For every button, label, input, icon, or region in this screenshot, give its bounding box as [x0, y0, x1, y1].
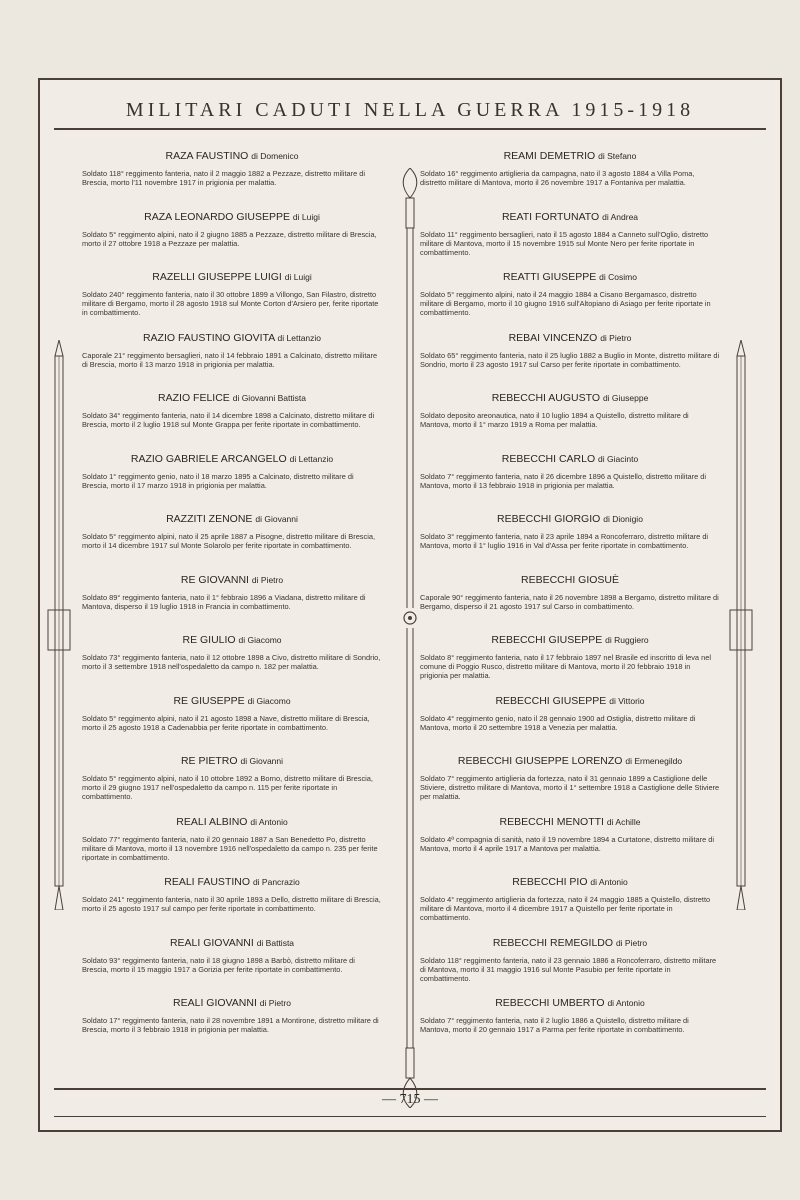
- father-name: di Giovanni: [240, 756, 284, 766]
- death-record-entry: [420, 634, 720, 695]
- death-record-entry: [82, 332, 382, 393]
- soldier-surname-given: RAZZITI ZENONE: [166, 513, 253, 525]
- soldier-name: [420, 513, 720, 525]
- page-title: MILITARI CADUTI NELLA GUERRA 1915-1918: [125, 98, 695, 121]
- death-record-entry: [82, 997, 382, 1058]
- father-name: di Stefano: [598, 151, 637, 161]
- father-name: di Ermenegildo: [625, 756, 683, 766]
- death-record-entry: [420, 211, 720, 272]
- soldier-name: [82, 876, 382, 888]
- soldier-surname-given: REALI GIOVANNI: [173, 997, 257, 1009]
- service-record-text: Soldato 3° reggimento fanteria, nato il 23 aprile 1894 a Roncoferraro, distretto militare di Mantova, morto il 1° luglio 1916 in Val d'Assa per ferite riportate in combattimento.: [420, 532, 709, 551]
- service-record-text: Soldato 16° reggimento artiglieria da campagna, nato il 3 agosto 1884 a Villa Poma, distretto militare di Mantova, morto il 26 novembre 1917 a Fontaniva per malattia.: [420, 169, 695, 188]
- soldier-name: [420, 695, 720, 707]
- death-record-entry: [82, 211, 382, 272]
- soldier-name: [420, 816, 720, 828]
- service-record-text: Soldato 7° reggimento fanteria, nato il 2 luglio 1886 a Quistello, distretto militare di Mantova, morto il 20 gennaio 1917 a Parma per ferite riportate in combattimento.: [420, 1016, 689, 1035]
- death-record-entry: [82, 574, 382, 635]
- soldier-surname-given: REBECCHI UMBERTO: [495, 997, 605, 1009]
- father-name: di Pietro: [251, 574, 284, 585]
- soldier-surname-given: RAZA FAUSTINO: [165, 150, 249, 162]
- soldier-name: [420, 271, 720, 283]
- service-record-text: Soldato 4° reggimento genio, nato il 28 gennaio 1900 ad Ostiglia, distretto militare di Mantova, morto il 20 settembre 1918 a Venezia per malattia.: [420, 713, 696, 732]
- father-name: di Pietro: [259, 998, 291, 1008]
- death-record-entry: [82, 513, 382, 574]
- soldier-surname-given: REBECCHI PIO: [512, 876, 588, 888]
- father-name: di Pancrazio: [252, 877, 300, 887]
- death-record-entry: [420, 453, 720, 514]
- death-record-entry: [420, 695, 720, 756]
- father-name: di Antonio: [607, 998, 645, 1008]
- death-record-entry: [82, 150, 382, 211]
- soldier-surname-given: RAZIO FAUSTINO GIOVITA: [142, 331, 275, 344]
- service-record-text: Soldato 4ª compagnia di sanità, nato il 19 novembre 1894 a Curtatone, distretto militare di Mantova, morto il 4 aprile 1917 a Mantova per malattia.: [420, 834, 715, 853]
- service-record-text: Soldato 240° reggimento fanteria, nato il 30 ottobre 1899 a Villongo, San Filastro, distretto militare di Bergamo, morto il 28 agosto 1918 sul Monte Corton d'Arsiero per, ferite riportate in combattimento.: [82, 290, 379, 318]
- father-name: di Pietro: [615, 937, 648, 948]
- soldier-surname-given: REBECCHI GIUSEPPE LORENZO: [457, 755, 623, 767]
- death-record-entry: [420, 755, 720, 816]
- death-record-entry: [82, 816, 382, 877]
- soldier-name: [82, 574, 382, 586]
- fasces-ornament-right: [726, 340, 756, 910]
- soldier-surname-given: RAZIO FELICE: [158, 392, 230, 404]
- soldier-name: [420, 150, 720, 162]
- service-record-text: Soldato 93° reggimento fanteria, nato il 18 giugno 1898 a Barbò, distretto militare di Brescia, morto il 15 maggio 1917 a Gorizia per ferite riportate in combattimento.: [82, 955, 355, 974]
- service-record-text: Caporale 21° reggimento bersaglieri, nato il 14 febbraio 1891 a Calcinato, distretto militare di Brescia, morto il 13 marzo 1918 in prigionia per malattia.: [82, 350, 378, 369]
- service-record-text: Soldato 73° reggimento fanteria, nato il 12 ottobre 1898 a Civo, distretto militare di Sondrio, morto il 3 settembre 1918 nell'ospedaletto da campo n. 182 per malattia.: [82, 653, 381, 672]
- service-record-text: Soldato 89° reggimento fanteria, nato il 1° febbraio 1896 a Viadana, distretto militare di Mantova, disperso il 19 luglio 1918 in Francia in combattimento.: [82, 592, 366, 611]
- soldier-name: [420, 937, 720, 949]
- soldier-name: [82, 271, 382, 283]
- father-name: di Cosimo: [599, 272, 637, 282]
- service-record-text: Soldato 5° reggimento alpini, nato il 25 aprile 1887 a Pisogne, distretto militare di Brescia, morto il 14 dicembre 1917 sul Monte Solarolo per ferite riportate in combattimento.: [82, 532, 375, 551]
- service-record-text: Soldato 7° reggimento artiglieria da fortezza, nato il 31 gennaio 1899 a Castiglione delle Stiviere, distretto militare di Mantova, morto il 1° settembre 1918 a Castiglione delle Stiviere per malattia.: [420, 774, 720, 802]
- service-record-text: Soldato 1° reggimento genio, nato il 18 marzo 1895 a Calcinato, distretto militare di Brescia, morto il 17 marzo 1918 in prigionia per malattia.: [82, 471, 354, 490]
- father-name: di Giacinto: [598, 453, 639, 464]
- soldier-name: [420, 392, 720, 404]
- soldier-name: [82, 937, 382, 949]
- soldier-surname-given: REBECCHI CARLO: [501, 452, 596, 465]
- soldier-surname-given: REALI FAUSTINO: [164, 876, 251, 888]
- father-name: di Pietro: [600, 332, 632, 343]
- death-record-entry: [82, 755, 382, 816]
- soldier-name: [82, 392, 382, 404]
- soldier-surname-given: REBECCHI GIOSUÈ: [520, 573, 620, 586]
- soldier-name: [82, 513, 382, 525]
- soldier-surname-given: REATI FORTUNATO: [501, 210, 600, 223]
- right-column: [420, 150, 720, 1058]
- death-record-entry: [420, 816, 720, 877]
- soldier-surname-given: REBECCHI GIUSEPPE: [495, 694, 607, 707]
- death-record-entry: [420, 937, 720, 998]
- soldier-name: [420, 997, 720, 1009]
- soldier-surname-given: RE GIOVANNI: [180, 573, 249, 586]
- soldier-name: [82, 695, 382, 707]
- soldier-name: [82, 816, 382, 828]
- soldier-name: [420, 332, 720, 344]
- service-record-text: Soldato 241° reggimento fanteria, nato il 30 aprile 1893 a Dello, distretto militare di Brescia, morto il 25 agosto 1917 sul campo per ferite riportate in combattimento.: [82, 895, 381, 914]
- service-record-text: Soldato 4° reggimento artiglieria da fortezza, nato il 24 maggio 1885 a Quistello, distretto militare di Mantova, morto il 4 dicembre 1917 a Quistello per ferite riportate in combattimento.: [420, 895, 711, 923]
- soldier-name: [420, 634, 720, 646]
- page-number: — 715 —: [382, 1092, 438, 1107]
- soldier-name: [82, 150, 382, 162]
- soldier-name: [82, 453, 382, 465]
- soldier-surname-given: REALI GIOVANNI: [169, 936, 254, 949]
- soldier-surname-given: REALI ALBINO: [176, 815, 248, 828]
- soldier-surname-given: REBECCHI REMEGILDO: [492, 936, 614, 949]
- soldier-surname-given: REBECCHI MENOTTI: [499, 815, 604, 828]
- soldier-surname-given: RAZIO GABRIELE ARCANGELO: [130, 452, 287, 465]
- service-record-text: Soldato 17° reggimento fanteria, nato il 28 novembre 1891 a Montirone, distretto militare di Brescia, morto il 3 febbraio 1918 in prigionia per malattia.: [82, 1016, 379, 1035]
- death-record-entry: [82, 271, 382, 332]
- death-record-entry: [420, 574, 720, 635]
- death-record-entry: [420, 332, 720, 393]
- father-name: di Giacomo: [238, 635, 282, 645]
- father-name: di Domenico: [251, 151, 299, 161]
- death-record-entry: [420, 150, 720, 211]
- service-record-text: Soldato 5° reggimento alpini, nato il 21 agosto 1898 a Nave, distretto militare di Brescia, morto il 25 agosto 1918 a Cadenabbia per ferite riportate in combattimento.: [82, 713, 370, 732]
- soldier-name: [82, 634, 382, 646]
- footer-rule: [54, 1088, 766, 1090]
- father-name: di Giovanni: [255, 514, 298, 524]
- service-record-text: Soldato 7° reggimento fanteria, nato il 26 dicembre 1896 a Quistello, distretto militare di Mantova, morto il 13 febbraio 1918 in prigionia per malattia.: [420, 471, 707, 490]
- service-record-text: Soldato 118° reggimento fanteria, nato il 2 maggio 1882 a Pezzaze, distretto militare di Brescia, morto l'11 novembre 1917 in prigionia per malattia.: [82, 169, 366, 188]
- soldier-name: [420, 574, 720, 586]
- death-record-entry: [420, 271, 720, 332]
- soldier-surname-given: REAMI DEMETRIO: [503, 150, 596, 162]
- father-name: di Giovanni Battista: [232, 393, 306, 403]
- soldier-name: [82, 211, 382, 223]
- soldier-name: [82, 755, 382, 767]
- father-name: di Luigi: [284, 272, 312, 282]
- father-name: di Vittorio: [609, 695, 645, 706]
- service-record-text: Soldato 11° reggimento bersaglieri, nato il 15 agosto 1884 a Canneto sull'Oglio, distretto militare di Mantova, morto il 15 novembre 1915 sul Monte Nero per ferite riportate in combattimento.: [420, 229, 709, 257]
- father-name: di Antonio: [590, 877, 628, 887]
- death-record-entry: [82, 695, 382, 756]
- soldier-name: [420, 876, 720, 888]
- soldier-surname-given: REBECCHI AUGUSTO: [491, 392, 601, 404]
- soldier-surname-given: RE GIULIO: [182, 634, 236, 646]
- service-record-text: Soldato 8° reggimento fanteria, nato il 17 febbraio 1897 nel Brasile ed inscritto di leva nel comune di Poggio Rusco, distretto militare di Mantova, morto il 20 febbraio 1918 in prigionia per malattia.: [420, 653, 711, 681]
- soldier-surname-given: REBECCHI GIORGIO: [497, 513, 601, 525]
- death-record-entry: [420, 997, 720, 1058]
- service-record-text: Soldato 5° reggimento alpini, nato il 10 ottobre 1892 a Borno, distretto militare di Brescia, morto il 29 giugno 1917 nell'ospedaletto da campo n. 115 per ferite riportate in combattimento.: [82, 774, 373, 802]
- father-name: di Lettanzio: [277, 332, 322, 343]
- father-name: di Achille: [606, 816, 641, 827]
- soldier-name: [420, 453, 720, 465]
- service-record-text: Caporale 90° reggimento fanteria, nato il 26 novembre 1898 a Bergamo, distretto militare di Bergamo, disperso il 21 agosto 1917 sul Carso in combattimento.: [420, 592, 719, 611]
- service-record-text: Soldato 118° reggimento fanteria, nato il 23 gennaio 1886 a Roncoferraro, distretto militare di Mantova, morto il 31 maggio 1916 sul Monte Pasubio per ferite riportate in combattimento.: [420, 955, 717, 983]
- soldier-name: [420, 211, 720, 223]
- death-record-entry: [82, 392, 382, 453]
- service-record-text: Soldato 5° reggimento alpini, nato il 2 giugno 1885 a Pezzaze, distretto militare di Brescia, morto il 27 ottobre 1918 a Pezzaze per malattia.: [82, 229, 377, 248]
- soldier-surname-given: REBECCHI GIUSEPPE: [491, 634, 603, 646]
- death-record-entry: [420, 876, 720, 937]
- death-record-entry: [82, 876, 382, 937]
- soldier-surname-given: REATTI GIUSEPPE: [503, 271, 597, 283]
- service-record-text: Soldato 77° reggimento fanteria, nato il 20 gennaio 1887 a San Benedetto Po, distretto militare di Mantova, morto il 13 novembre 1916 nell'ospedaletto da campo n. 235 per ferite riportate in combattimento.: [82, 834, 378, 862]
- father-name: di Lettanzio: [289, 453, 334, 464]
- father-name: di Giuseppe: [602, 393, 649, 403]
- fasces-ornament-left: [44, 340, 74, 910]
- soldier-surname-given: REBAI VINCENZO: [508, 331, 598, 344]
- service-record-text: Soldato 5° reggimento alpini, nato il 24 maggio 1884 a Cisano Bergamasco, distretto militare di Bergamo, morto il 10 giugno 1916 sull'Altopiano di Asiago per ferite riportate in combattimento.: [420, 290, 711, 318]
- left-column: [82, 150, 382, 1058]
- soldier-name: [82, 332, 382, 344]
- service-record-text: Soldato 34° reggimento fanteria, nato il 14 dicembre 1898 a Calcinato, distretto militare di Brescia, morto il 2 luglio 1918 sul Monte Grappa per ferite riportate in combattimento.: [82, 411, 375, 430]
- father-name: di Battista: [256, 937, 295, 948]
- father-name: di Luigi: [292, 211, 320, 222]
- father-name: di Giacomo: [247, 695, 291, 706]
- page-frame: [38, 78, 782, 1132]
- death-record-entry: [420, 513, 720, 574]
- father-name: di Antonio: [250, 816, 288, 827]
- death-record-entry: [420, 392, 720, 453]
- death-record-entry: [82, 634, 382, 695]
- death-record-entry: [82, 453, 382, 514]
- soldier-surname-given: RAZA LEONARDO GIUSEPPE: [144, 210, 290, 223]
- soldier-surname-given: RAZELLI GIUSEPPE LUIGI: [152, 271, 282, 283]
- footer-rule-bottom: [54, 1116, 766, 1117]
- father-name: di Dionigio: [603, 514, 643, 524]
- soldier-name: [420, 755, 720, 767]
- soldier-name: [82, 997, 382, 1009]
- column-divider-ornament: [398, 168, 422, 1108]
- father-name: di Ruggiero: [605, 635, 649, 645]
- death-record-entry: [82, 937, 382, 998]
- father-name: di Andrea: [602, 211, 639, 222]
- soldier-surname-given: RE GIUSEPPE: [173, 694, 245, 707]
- title-bar: [54, 92, 766, 130]
- service-record-text: Soldato 65° reggimento fanteria, nato il 25 luglio 1882 a Buglio in Monte, distretto militare di Sondrio, morto il 23 agosto 1917 sul Carso per ferite riportate in combattimento.: [420, 350, 720, 369]
- service-record-text: Soldato deposito areonautica, nato il 10 luglio 1894 a Quistello, distretto militare di Mantova, morto il 1° marzo 1919 a Roma per malattia.: [420, 411, 689, 430]
- soldier-surname-given: RE PIETRO: [180, 755, 238, 767]
